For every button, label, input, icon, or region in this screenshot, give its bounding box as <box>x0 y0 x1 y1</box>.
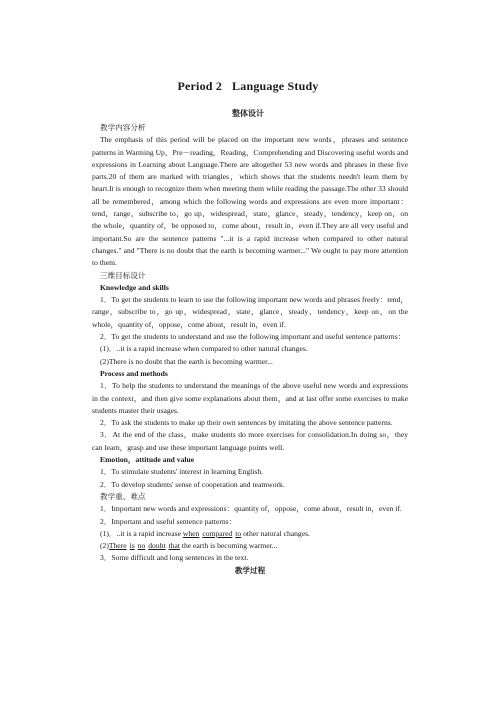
underlined-that: that <box>168 541 180 551</box>
process-item-3: 3．At the end of the class，make students do more exercises for consolidation.In doing so，they can learn，grasp and use these important language points well. <box>92 430 408 452</box>
key-pattern-1 <box>92 528 408 540</box>
underlined-doubt: doubt <box>148 541 166 551</box>
underlined-compared: compared <box>202 528 233 538</box>
underlined-when: when <box>182 528 200 538</box>
goals-heading: 三维目标设计 <box>100 270 146 280</box>
key-pattern-1-rest: other natural changes. <box>241 528 310 538</box>
analysis-paragraph: The emphasis of this period will be placed on the important new words，phrases and sentence patterns in Warming Up，Pre－reading，Reading，Comprehending and Discovering useful words and expressions in Learning about Language.There are altogether 53 new words and phrases in these five parts.20 of them are marked with triangles，which shows that the students needn't learn them by heart.It is enough to recognize them when meeting them while reading the passage.The other 33 should all be remembered，among which the following words and expressions are even more important：tend，range，subscribe to，go up，widespread，state，glance，steady，tendency，keep on，on the whole，quantity of，be opposed to，come about，result in，even if.They are all very useful and important.So are the sentence patterns "...it is a rapid increase when compared to other natural changes." and "There is no doubt that the earth is becoming warmer..." We ought to pay more attention to them. <box>92 135 409 268</box>
process-item-2: 2．To ask the students to make up their own sentences by imitating the above sentence patterns. <box>100 418 393 428</box>
process-section-heading: 教学过程 <box>234 565 266 575</box>
pattern-2: (2)There is no doubt that the earth is becoming warmer... <box>100 356 273 366</box>
emotion-item-2: 2．To develop students' sense of cooperation and teamwork. <box>100 479 285 489</box>
key-pattern-2 <box>92 540 408 552</box>
page-title <box>0 80 496 92</box>
key-item-3: 3．Some difficult and long sentences in the text. <box>100 553 249 563</box>
key-pattern-2-lead: (2) <box>100 541 109 551</box>
key-pattern-2-rest: the earth is becoming warmer... <box>179 541 278 551</box>
document-body <box>92 122 408 577</box>
knowledge-item-1: 1．To get the students to learn to use the following important new words and phrases freely：tend，range，subscribe to，go up，widespread，state，glance，steady，tendency，keep on，on the whole，quantity of，oppose，come about，result in，even if. <box>92 295 408 329</box>
key-pattern-1-lead: (1)．..it is a rapid increase <box>100 528 183 538</box>
analysis-heading: 教学内容分析 <box>100 123 146 132</box>
underlined-there: There <box>108 541 127 551</box>
key-item-1: 1．Important new words and expressions：quantity of，oppose，come about，result in，even if. <box>100 504 402 514</box>
process-heading: Process and methods <box>100 368 168 378</box>
pattern-1: (1)．..it is a rapid increase when compared to other natural changes. <box>100 344 308 354</box>
key-points-heading: 教学重、难点 <box>100 491 146 501</box>
overall-design-heading: 整体设计 <box>232 109 264 118</box>
underlined-is: is <box>129 541 135 551</box>
knowledge-item-2: 2．To get the students to understand and use the following important and useful sentence patterns： <box>100 332 406 342</box>
emotion-item-1: 1．To stimulate students' interest in learning English. <box>100 467 264 477</box>
title-topic: Language Study <box>232 79 319 93</box>
title-period: Period 2 <box>177 79 223 93</box>
knowledge-heading: Knowledge and skills <box>100 282 169 292</box>
emotion-heading: Emotion，attitude and value <box>100 455 195 465</box>
underlined-to: to <box>235 528 242 538</box>
key-item-2: 2．Important and useful sentence patterns： <box>100 516 237 526</box>
underlined-no: no <box>137 541 146 551</box>
process-item-1: 1．To help the students to understand the meanings of the above useful new words and expressions in the context，and then give some explanations about them，and at last offer some exercises to make students master their usages. <box>92 381 408 415</box>
